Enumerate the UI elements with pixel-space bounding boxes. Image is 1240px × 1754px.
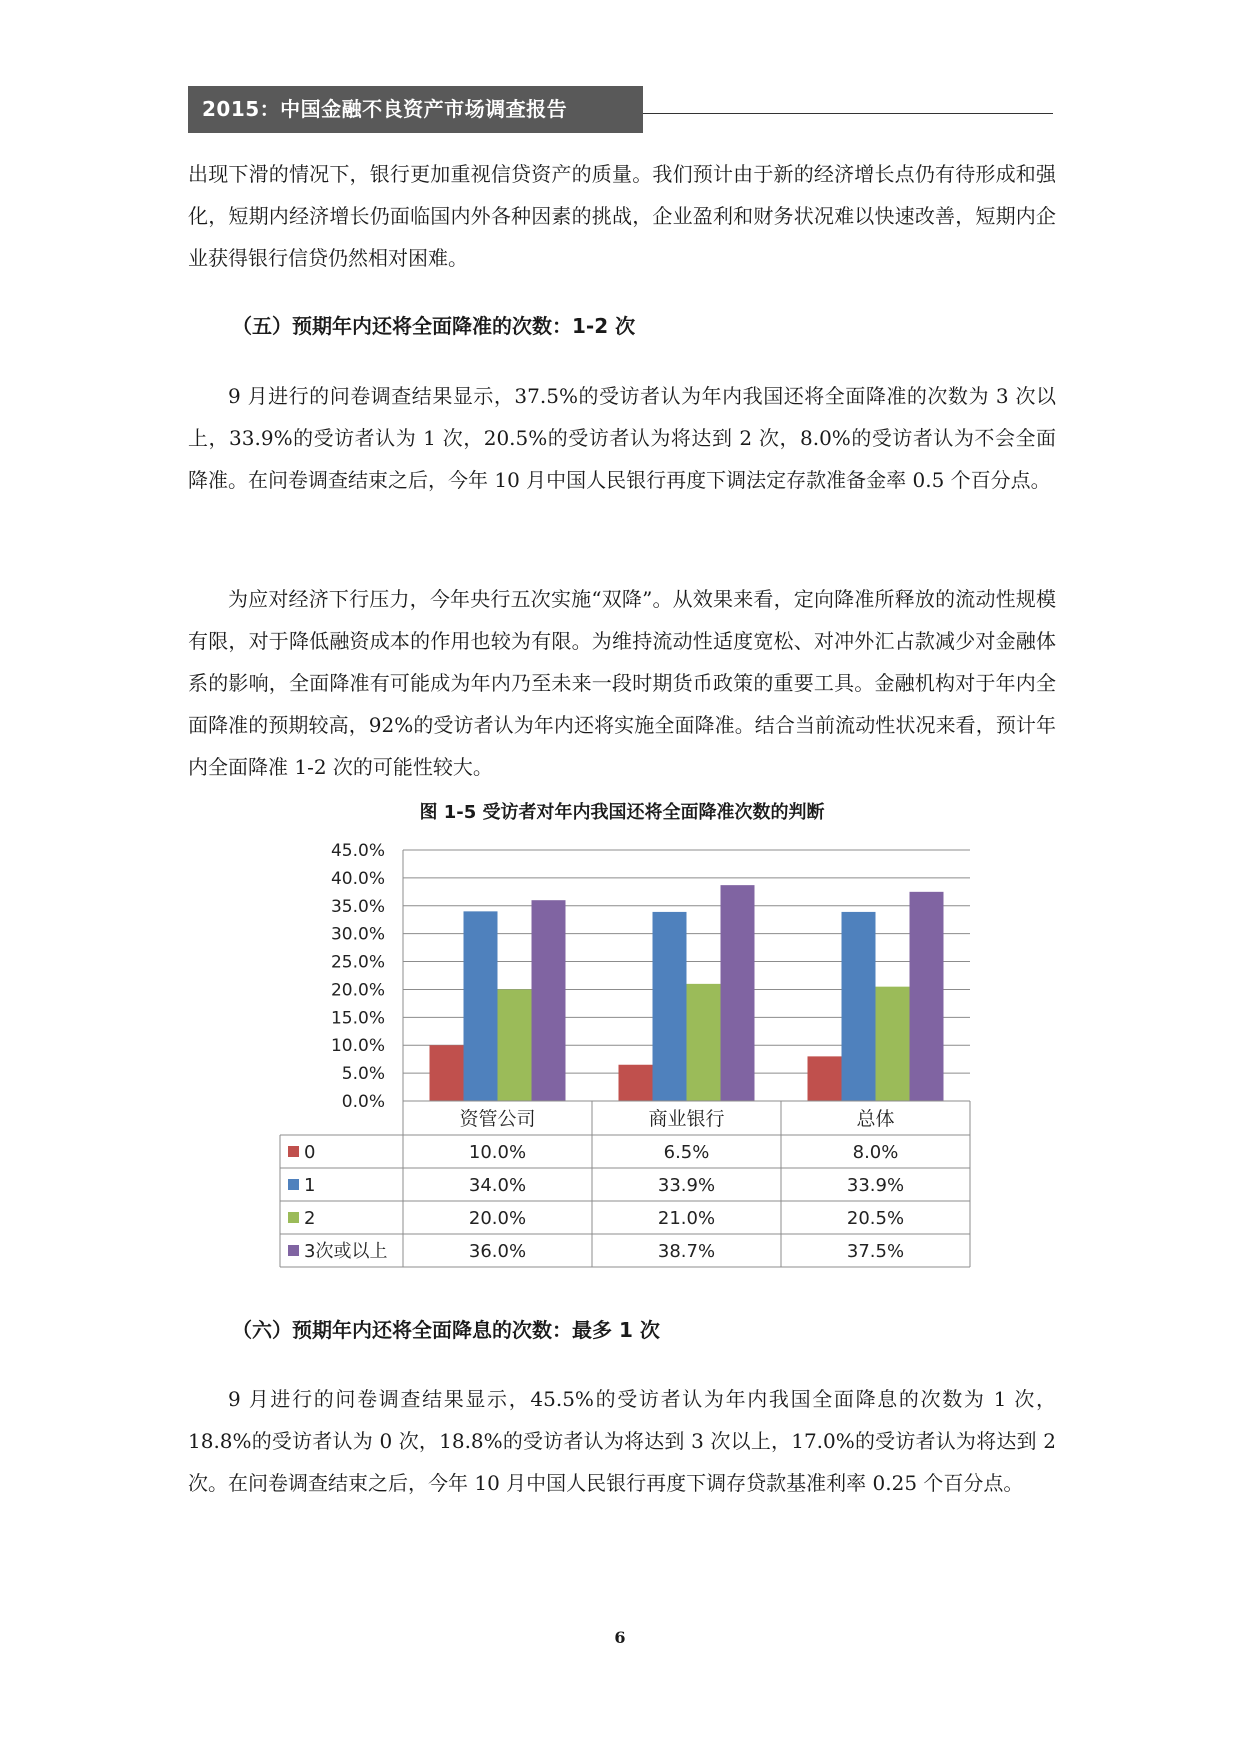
y-tick-label: 40.0%: [330, 868, 385, 889]
paragraph-1: 出现下滑的情况下，银行更加重视信贷资产的质量。我们预计由于新的经济增长点仍有待形成和强化，短期内经济增长仍面临国内外各种因素的挑战，企业盈利和财务状况难以快速改善，短期内企业获得银行信贷仍然相对困难。: [188, 162, 1056, 270]
section-heading-5: （五）预期年内还将全面降准的次数：1-2 次: [232, 314, 636, 338]
legend-key-3次或以上: [288, 1245, 299, 1256]
bar-1-商业银行: [653, 912, 687, 1101]
bar-1-资管公司: [464, 911, 498, 1101]
data-label: 36.0%: [468, 1241, 527, 1262]
y-tick-label: 5.0%: [341, 1064, 385, 1085]
bar-1-总体: [842, 912, 876, 1101]
report-header-title: 2015：中国金融不良资产市场调查报告: [188, 86, 643, 133]
legend-key-0: [288, 1146, 299, 1157]
y-tick-label: 20.0%: [330, 980, 385, 1001]
bar-0-总体: [808, 1056, 842, 1101]
data-label: 33.9%: [657, 1175, 716, 1196]
legend-label: 3次或以上: [304, 1241, 388, 1262]
bar-0-资管公司: [430, 1045, 464, 1101]
data-label: 34.0%: [468, 1175, 527, 1196]
y-tick-label: 0.0%: [341, 1092, 385, 1112]
y-tick-label: 25.0%: [330, 952, 385, 973]
y-tick-label: 35.0%: [330, 896, 385, 917]
y-tick-label: 30.0%: [330, 924, 385, 945]
category-label: 商业银行: [648, 1108, 725, 1130]
bar-2-商业银行: [687, 984, 721, 1101]
data-label: 20.0%: [468, 1208, 527, 1229]
data-label: 38.7%: [657, 1241, 716, 1262]
category-label: 总体: [856, 1108, 895, 1130]
paragraph-3: 为应对经济下行压力，今年央行五次实施“双降”。从效果来看，定向降准所释放的流动性规模有限，对于降低融资成本的作用也较为有限。为维持流动性适度宽松、对冲外汇占款减少对金融体系的影响，全面降准有可能成为年内乃至未来一段时期货币政策的重要工具。金融机构对于年内全面降准的预期较高，92%的受访者认为年内还将实施全面降准。结合当前流动性状况来看，预计年内全面降准 1-2 次的可能性较大。: [188, 587, 1056, 779]
page-number: 6: [614, 1628, 626, 1647]
legend-label: 2: [304, 1208, 316, 1229]
data-label: 20.5%: [846, 1208, 905, 1229]
bar-3次或以上-总体: [910, 892, 944, 1101]
legend-label: 1: [304, 1175, 316, 1196]
data-label: 6.5%: [663, 1142, 710, 1163]
y-tick-label: 15.0%: [330, 1008, 385, 1029]
category-label: 资管公司: [459, 1108, 536, 1130]
paragraph-4: 9 月进行的问卷调查结果显示，45.5%的受访者认为年内我国全面降息的次数为 1 次，18.8%的受访者认为 0 次，18.8%的受访者认为将达到 3 次以上，17.0%的受访者认为将达到 2 次。在问卷调查结束之后，今年 10 月中国人民银行再度下调存贷款基准利率 0.25 个百分点。: [188, 1387, 1056, 1495]
bar-3次或以上-资管公司: [532, 900, 566, 1101]
paragraph-2: 9 月进行的问卷调查结果显示，37.5%的受访者认为年内我国还将全面降准的次数为 3 次以上，33.9%的受访者认为 1 次，20.5%的受访者认为将达到 2 次，8.0%的受访者认为不会全面降准。在问卷调查结束之后，今年 10 月中国人民银行再度下调法定存款准备金率 0.5 个百分点。: [188, 384, 1056, 492]
y-tick-label: 45.0%: [330, 841, 385, 861]
data-label: 33.9%: [846, 1175, 905, 1196]
bar-3次或以上-商业银行: [721, 885, 755, 1101]
data-label: 10.0%: [468, 1142, 527, 1163]
data-label: 8.0%: [852, 1142, 899, 1163]
data-label: 37.5%: [846, 1241, 905, 1262]
bar-2-资管公司: [498, 989, 532, 1101]
y-tick-label: 10.0%: [330, 1036, 385, 1057]
bar-0-商业银行: [619, 1065, 653, 1101]
bar-2-总体: [876, 987, 910, 1101]
legend-label: 0: [304, 1142, 316, 1163]
legend-key-2: [288, 1212, 299, 1223]
legend-key-1: [288, 1179, 299, 1190]
data-label: 21.0%: [657, 1208, 716, 1229]
section-heading-6: （六）预期年内还将全面降息的次数：最多 1 次: [232, 1318, 660, 1342]
figure-title: 图 1-5 受访者对年内我国还将全面降准次数的判断: [419, 802, 825, 823]
